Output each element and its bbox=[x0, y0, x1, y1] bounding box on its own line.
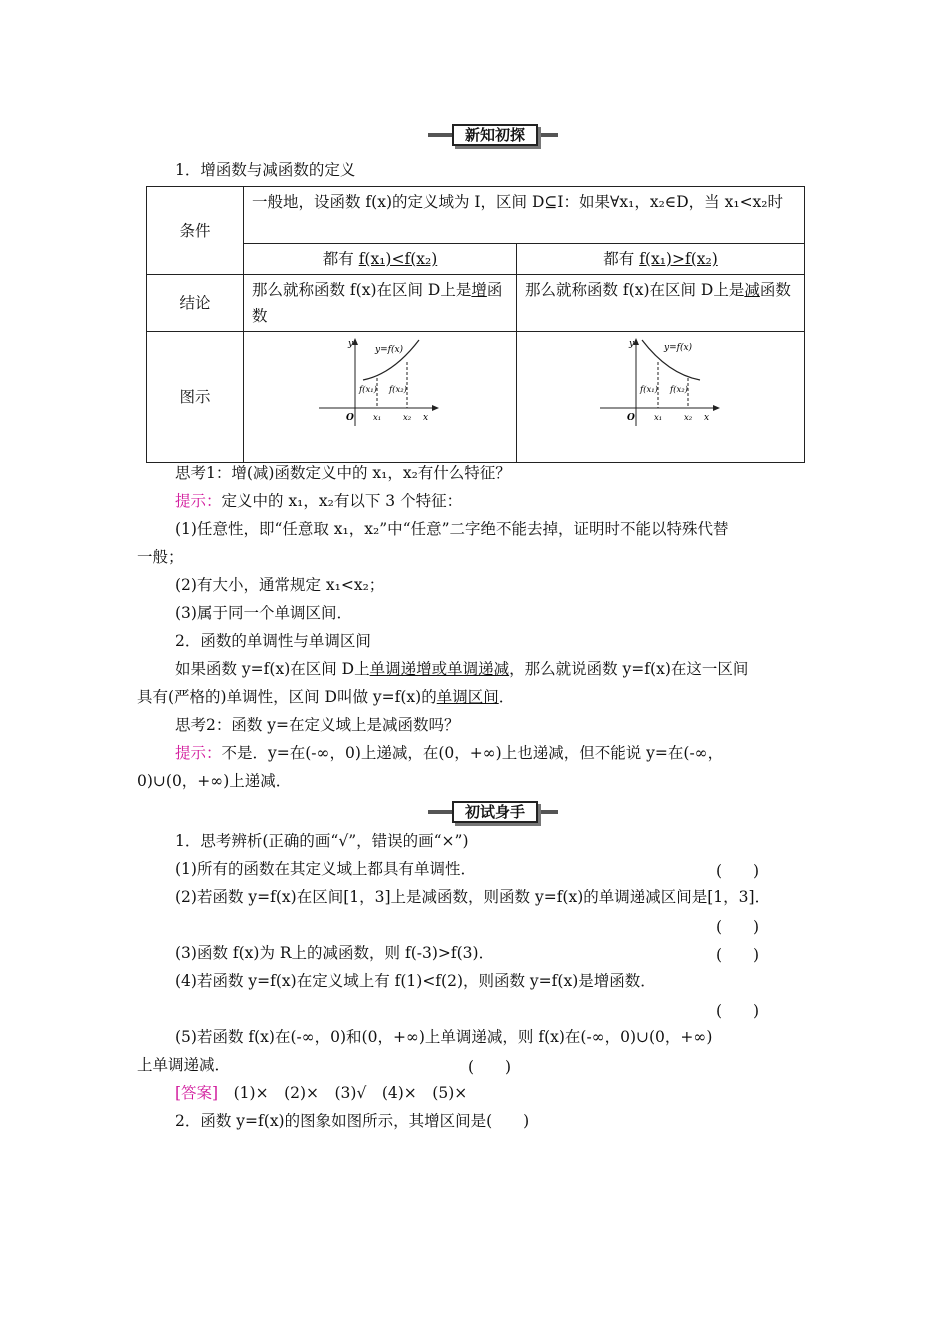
x1-label: x₁ bbox=[653, 413, 662, 423]
x1-label: x₁ bbox=[373, 413, 382, 423]
hint-1: 提示：定义中的 x₁，x₂有以下 3 个特征： bbox=[175, 492, 463, 510]
question-1-item-5: (5)若函数 f(x)在(-∞，0)和(0，+∞)上单调递减，则 f(x)在(-∞，0)∪(0，+∞) bbox=[175, 1028, 713, 1046]
fx2-label: f(x₂) bbox=[669, 385, 688, 395]
section-title: 初试身手 bbox=[452, 801, 538, 823]
answer-blank: ( ) bbox=[716, 862, 760, 880]
hint-2-cont: 0)∪(0，+∞)上递减． bbox=[137, 772, 292, 790]
increasing-condition: 都有 f(x₁)<f(x₂) bbox=[244, 244, 517, 275]
condition-text: 一般地，设函数 f(x)的定义域为 I，区间 D⊆I：如果∀x₁，x₂∈D，当 x₁<x₂时 bbox=[244, 187, 805, 244]
conclusion-label: 结论 bbox=[147, 275, 244, 332]
increasing-conclusion: 那么就称函数 f(x)在区间 D上是增函数 bbox=[244, 275, 517, 332]
monotonicity-heading: 2．函数的单调性与单调区间 bbox=[175, 632, 371, 650]
fx1-label: f(x₁) bbox=[639, 385, 658, 395]
question-1-item-1: (1)所有的函数在其定义域上都具有单调性． bbox=[175, 860, 476, 878]
increasing-graph-cell bbox=[244, 332, 517, 463]
origin-label: O bbox=[346, 413, 354, 423]
condition-label: 条件 bbox=[147, 187, 244, 275]
question-1-item-2: (2)若函数 y=f(x)在区间[1，3]上是减函数，则函数 y=f(x)的单调递减区间是[1，3]． bbox=[175, 888, 771, 906]
definition-table bbox=[146, 186, 805, 463]
question-1-item-5-cont: 上单调递减． bbox=[137, 1056, 231, 1074]
decreasing-condition: 都有 f(x₁)>f(x₂) bbox=[517, 244, 805, 275]
answer-blank: ( ) bbox=[716, 946, 760, 964]
answer-line: [答案] (1)× (2)× (3)√ (4)× (5)× bbox=[175, 1084, 468, 1102]
hint-1-point-3: (3)属于同一个单调区间． bbox=[175, 604, 352, 622]
question-1-item-4: (4)若函数 y=f(x)在定义域上有 f(1)<f(2)，则函数 y=f(x)是增函数． bbox=[175, 972, 656, 990]
hint-1-point-2: (2)有大小，通常规定 x₁<x₂； bbox=[175, 576, 385, 594]
think-1: 思考1：增(减)函数定义中的 x₁，x₂有什么特征？ bbox=[175, 464, 511, 482]
x2-label: x₂ bbox=[403, 413, 412, 423]
origin-label: O bbox=[626, 413, 635, 423]
decreasing-conclusion: 那么就称函数 f(x)在区间 D上是减函数 bbox=[517, 275, 805, 332]
section-title: 新知初探 bbox=[452, 124, 538, 146]
hint-1-point-1-cont: 一般； bbox=[137, 548, 184, 566]
question-1-item-3: (3)函数 f(x)为 R上的减函数，则 f(-3)>f(3)． bbox=[175, 944, 495, 962]
think-2: 思考2：函数 y=在定义域上是减函数吗？ bbox=[175, 716, 460, 734]
x-axis-label: x bbox=[423, 413, 429, 423]
fx2-label: f(x₂) bbox=[389, 385, 407, 395]
fx1-label: f(x₁) bbox=[359, 385, 377, 395]
question-1: 1．思考辨析(正确的画“√”，错误的画“×”) bbox=[175, 832, 469, 850]
decreasing-graph-cell bbox=[517, 332, 805, 463]
definition-heading: 1．增函数与减函数的定义 bbox=[175, 161, 356, 179]
y-axis-label: y bbox=[348, 339, 354, 349]
y-axis-label: y bbox=[628, 339, 634, 349]
answer-blank: ( ) bbox=[716, 918, 760, 936]
decreasing-function-graph bbox=[596, 334, 726, 430]
answer-blank: ( ) bbox=[468, 1058, 512, 1076]
monotonicity-para-1: 如果函数 y=f(x)在区间 D上单调递增或单调递减，那么就说函数 y=f(x)在这一区间 bbox=[175, 660, 749, 678]
x-axis-label: x bbox=[703, 413, 709, 423]
hint-1-point-1: (1)任意性，即“任意取 x₁，x₂”中“任意”二字绝不能去掉，证明时不能以特殊代替 bbox=[175, 520, 729, 538]
monotonicity-para-2: 具有(严格的)单调性，区间 D叫做 y=f(x)的单调区间． bbox=[137, 688, 515, 706]
x2-label: x₂ bbox=[683, 413, 692, 423]
curve-label: y=f(x) bbox=[663, 343, 692, 353]
increasing-function-graph bbox=[315, 334, 445, 430]
answer-blank: ( ) bbox=[716, 1002, 760, 1020]
hint-2: 提示：不是．y=在(-∞，0)上递减，在(0，+∞)上也递减，但不能说 y=在(-∞， bbox=[175, 744, 724, 762]
question-2: 2．函数 y=f(x)的图象如图所示，其增区间是( ) bbox=[175, 1112, 530, 1130]
section-banner-new-knowledge bbox=[428, 124, 558, 146]
section-banner-first-try bbox=[428, 801, 558, 823]
graph-label: 图示 bbox=[147, 332, 244, 463]
curve-label: y=f(x) bbox=[375, 345, 404, 355]
